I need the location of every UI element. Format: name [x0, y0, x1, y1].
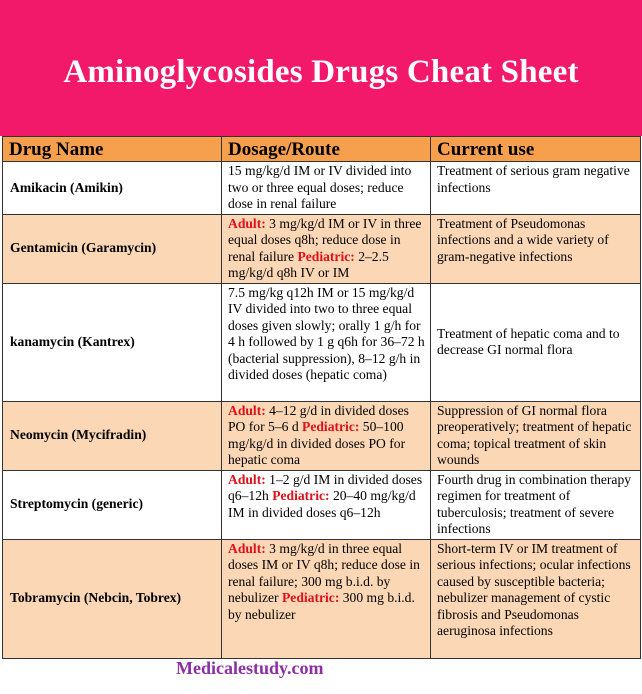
drug-name-cell: Streptomycin (generic) — [3, 470, 222, 539]
dosage-label: Adult: — [228, 402, 266, 418]
dosage-text: 20–40 mg/kg/d IM in divided doses q6–12h — [228, 488, 416, 520]
dosage-cell — [222, 162, 431, 215]
dosage-text: 7.5 mg/kg q12h IM or 15 mg/kg/d IV divided into two to three equal doses given slowly; orally 1 g/h for 4 h followed by 1 g q6h for 36–72 h (bacterial suppression), 8–12 g/h in divided doses (hepatic coma) — [228, 284, 425, 382]
dosage-text: 1–2 g/d IM in divided doses q6–12h — [228, 471, 423, 503]
use-cell: Treatment of serious gram negative infections — [431, 162, 641, 215]
dosage-text: 3 mg/kg/d IM or IV in three equal doses q8h; reduce dose in renal failure — [228, 215, 422, 264]
dosage-label: Adult: — [228, 540, 266, 556]
title-banner — [0, 0, 642, 136]
dosage-label: Pediatric: — [297, 248, 355, 264]
dosage-cell — [222, 470, 431, 539]
table-row — [3, 401, 641, 470]
dosage-label: Pediatric: — [281, 590, 340, 605]
dosage-text: 300 mg b.i.d. by nebulizer — [228, 590, 415, 622]
dosage-cell — [222, 539, 431, 658]
dosage-text: 3 mg/kg/d in three equal doses IM or IV q8h; reduce dose in renal failure; 300 mg b.i.d. by nebulizer — [228, 540, 420, 605]
use-cell: Treatment of hepatic coma and to decrease GI normal flora — [431, 283, 641, 401]
dosage-text: 4–12 g/d in divided doses PO for 5–6 d — [228, 402, 409, 434]
use-cell: Short-term IV or IM treatment of serious infections; ocular infections caused by susceptible bacteria; nebulizer management of cystic fibrosis and Pseudomonas aeruginosa infections — [431, 539, 641, 658]
dosage-label: Pediatric: — [302, 419, 360, 434]
dosage-label: Adult: — [228, 215, 266, 231]
table-header-row — [3, 137, 641, 162]
dosage-text: 2–2.5 mg/kg/d q8h IV or IM — [228, 248, 389, 280]
page-title: Aminoglycosides Drugs Cheat Sheet — [63, 53, 579, 90]
table-row — [3, 214, 641, 283]
table-row — [3, 162, 641, 215]
table-row — [3, 470, 641, 539]
use-cell: Treatment of Pseudomonas infections and a wide variety of gram-negative infections — [431, 214, 641, 283]
table-row — [3, 283, 641, 401]
table-row — [3, 539, 641, 658]
site-watermark: Medicalestudy.com — [176, 658, 324, 678]
drug-name-cell: Neomycin (Mycifradin) — [3, 401, 222, 470]
drug-name-cell: Amikacin (Amikin) — [3, 162, 222, 215]
dosage-label: Adult: — [228, 471, 266, 487]
drug-name-cell: kanamycin (Kantrex) — [3, 283, 222, 401]
dosage-label: Pediatric: — [272, 488, 330, 503]
header-current-use: Current use — [431, 137, 641, 162]
dosage-cell — [222, 401, 431, 470]
dosage-cell — [222, 283, 431, 401]
drug-table — [2, 136, 641, 659]
dosage-text: 50–100 mg/kg/d in divided doses PO for hepatic coma — [228, 419, 406, 467]
drug-name-cell: Gentamicin (Garamycin) — [3, 214, 222, 283]
use-cell: Fourth drug in combination therapy regimen for treatment of tuberculosis; treatment of severe infections — [431, 470, 641, 539]
header-drug-name: Drug Name — [3, 137, 222, 162]
use-cell: Suppression of GI normal flora preoperatively; treatment of hepatic coma; topical treatment of skin wounds — [431, 401, 641, 470]
drug-name-cell: Tobramycin (Nebcin, Tobrex) — [3, 539, 222, 658]
header-dosage-route: Dosage/Route — [222, 137, 431, 162]
dosage-cell — [222, 214, 431, 283]
dosage-text: 15 mg/kg/d IM or IV divided into two or three equal doses; reduce dose in renal failure — [228, 163, 412, 211]
